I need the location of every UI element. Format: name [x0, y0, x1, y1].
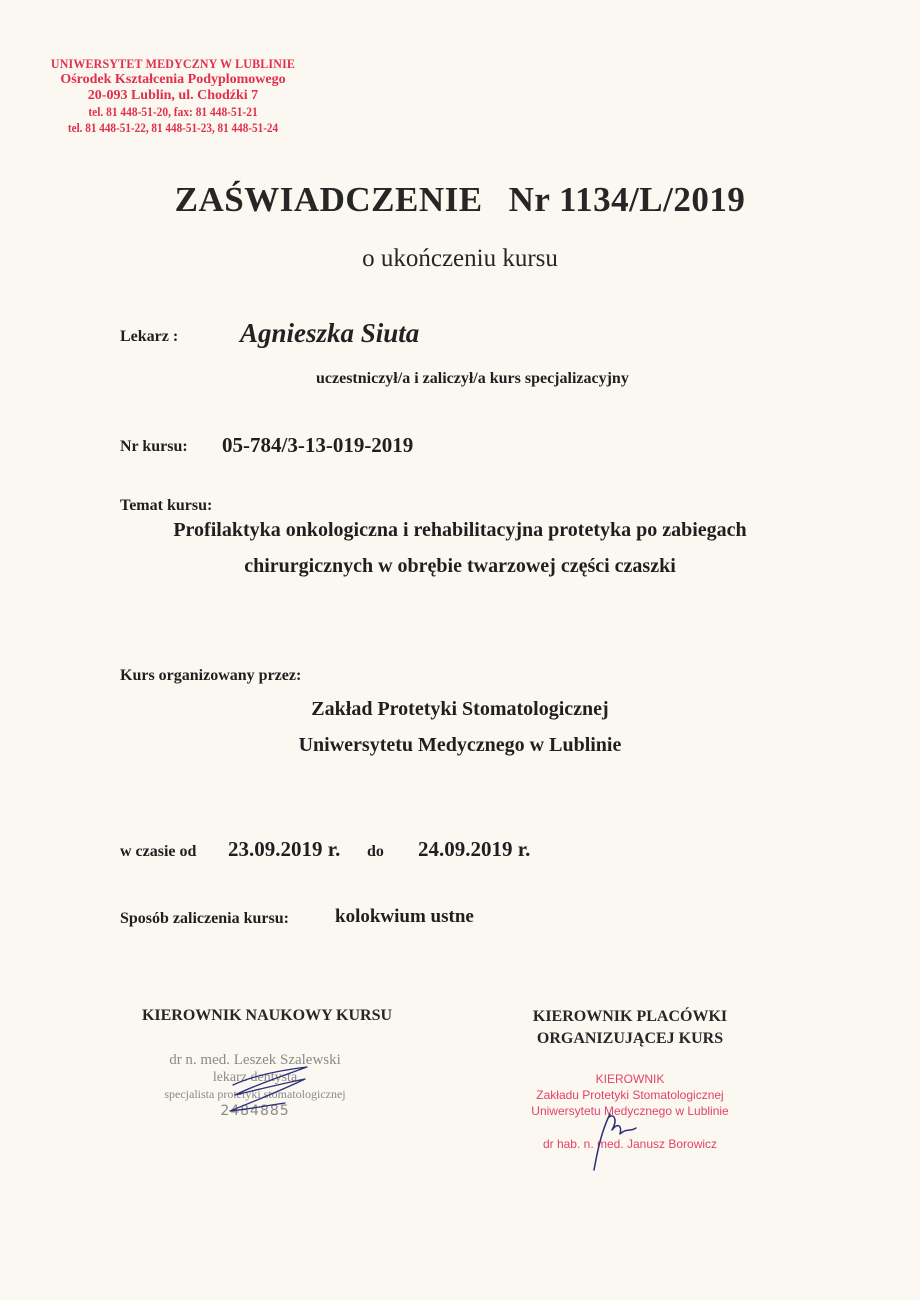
doctor-name: Agnieszka Siuta — [240, 318, 420, 348]
organizer-line-1: Zakład Protetyki Stomatologicznej — [311, 698, 609, 720]
stamp-line: tel. 81 448-51-22, 81 448-51-23, 81 448-51-24 — [67, 120, 279, 135]
left-signature-heading: KIEROWNIK NAUKOWY KURSU — [141, 1007, 393, 1024]
stamp-line: tel. 81 448-51-20, fax: 81 448-51-21 — [88, 104, 258, 119]
stamp-line: 2484885 — [220, 1103, 290, 1119]
completion-value: kolokwium ustne — [335, 906, 474, 927]
completion-label: Sposób zaliczenia kursu: — [120, 910, 289, 927]
stamp-line: lekarz dentysta — [212, 1070, 298, 1085]
participation-statement: uczestniczył/a i zaliczył/a kurs specjalizacyjny — [316, 370, 629, 387]
stamp-line: dr hab. n. med. Janusz Borowicz — [542, 1137, 718, 1151]
right-signature-heading-2: ORGANIZUJĄCEJ KURS — [536, 1030, 724, 1047]
organizer-line-2: Uniwersytetu Medycznego w Lublinie — [298, 734, 622, 756]
left-handwritten-signature — [215, 1065, 315, 1125]
date-from-label: w czasie od — [120, 843, 197, 860]
certificate-number: Nr 1134/L/2019 — [508, 180, 746, 219]
course-number-label: Nr kursu: — [120, 438, 188, 455]
topic-label: Temat kursu: — [120, 497, 213, 514]
title-text: ZAŚWIADCZENIE — [174, 180, 483, 219]
course-number-value: 05-784/3-13-019-2019 — [222, 433, 414, 457]
stamp-line: Zakładu Protetyki Stomatologicznej — [536, 1088, 724, 1102]
stamp-line: 20-093 Lublin, ul. Chodźki 7 — [87, 88, 259, 103]
date-to: 24.09.2019 r. — [418, 837, 531, 861]
topic-line-2: chirurgicznych w obrębie twarzowej części czaszki — [244, 555, 676, 577]
stamp-line: Uniwersytetu Medycznego w Lublinie — [531, 1104, 729, 1118]
date-from: 23.09.2019 r. — [228, 837, 341, 861]
stamp-line: KIEROWNIK — [595, 1072, 665, 1086]
right-signature-heading-1: KIEROWNIK PLACÓWKI — [532, 1008, 728, 1025]
date-to-label: do — [367, 843, 384, 860]
institution-stamp — [28, 56, 318, 136]
stamp-line: dr n. med. Leszek Szalewski — [169, 1052, 341, 1068]
doctor-label: Lekarz : — [120, 328, 179, 345]
right-handwritten-signature — [588, 1108, 668, 1178]
certificate-title — [0, 180, 920, 220]
topic-line-1: Profilaktyka onkologiczna i rehabilitacyjna protetyka po zabiegach — [173, 519, 747, 541]
certificate-subtitle: o ukończeniu kursu — [362, 245, 558, 272]
stamp-line: specjalista protetyki stomatologicznej — [164, 1087, 346, 1101]
stamp-line: UNIWERSYTET MEDYCZNY W LUBLINIE — [50, 56, 296, 71]
organizer-label: Kurs organizowany przez: — [120, 667, 302, 684]
stamp-line: Ośrodek Kształcenia Podyplomowego — [60, 72, 286, 87]
